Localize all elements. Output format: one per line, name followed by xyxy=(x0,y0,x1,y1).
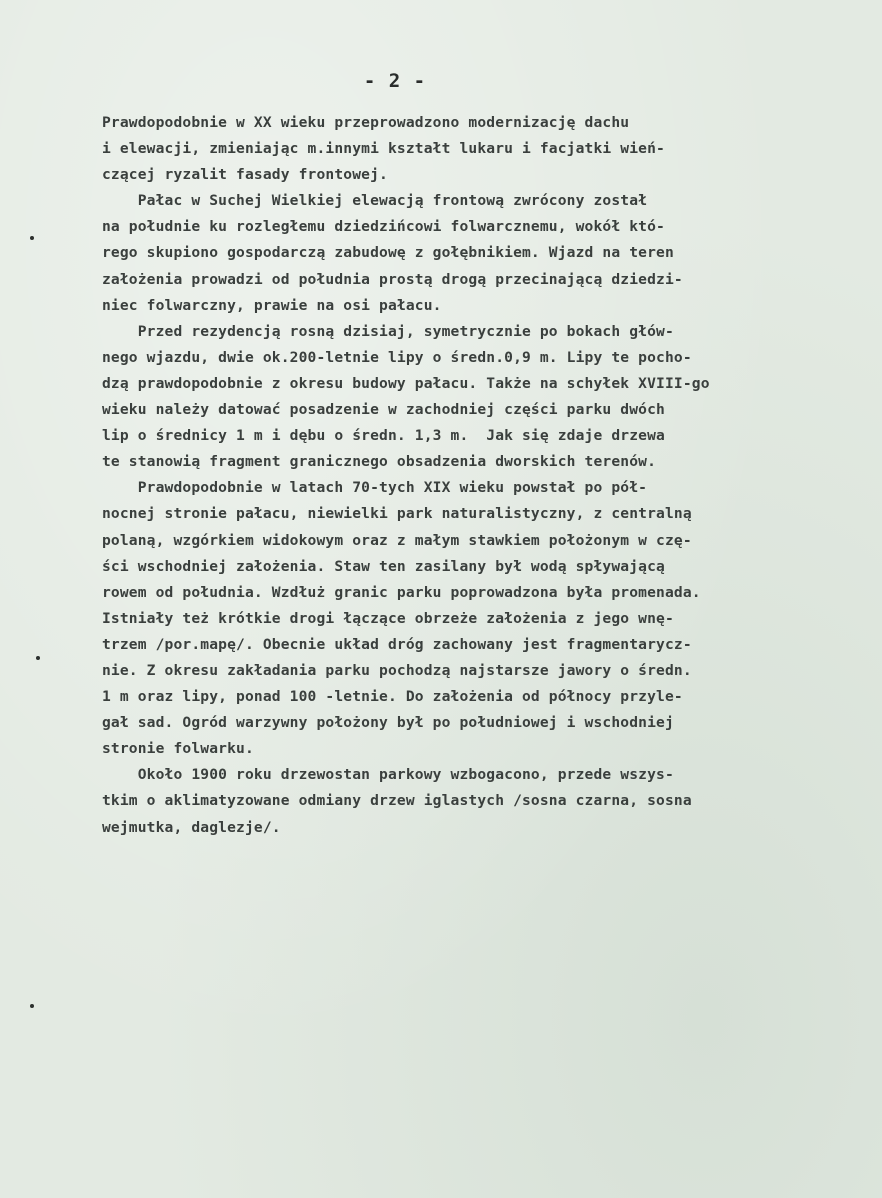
text-line: Około 1900 roku drzewostan parkowy wzbogacono, przede wszys- xyxy=(102,766,674,784)
text-line: na południe ku rozległemu dziedzińcowi folwarcznemu, wokół któ- xyxy=(102,218,665,236)
text-line: nie. Z okresu zakładania parku pochodzą najstarsze jawory o średn. xyxy=(102,661,692,679)
text-line: Prawdopodobnie w XX wieku przeprowadzono modernizację dachu xyxy=(102,114,630,131)
text-line: 1 m oraz lipy, ponad 100 -letnie. Do założenia od północy przyle- xyxy=(102,688,683,706)
text-line: Prawdopodobnie w latach 70-tych XIX wieku powstał po pół- xyxy=(102,479,648,497)
text-line: Istniały też krótkie drogi łączące obrzeże założenia z jego wnę- xyxy=(102,609,674,627)
paragraph-2 xyxy=(102,188,832,318)
text-line: trzem /por.mapę/. Obecnie układ dróg zachowany jest fragmentarycz- xyxy=(102,635,692,653)
text-line: polaną, wzgórkiem widokowym oraz z małym stawkiem położonym w czę- xyxy=(102,531,692,549)
text-line: rowem od południa. Wzdłuż granic parku poprowadzona była promenada. xyxy=(102,583,701,601)
paragraph-5 xyxy=(102,762,832,840)
punch-mark xyxy=(36,656,40,660)
text-line: nego wjazdu, dwie ok.200-letnie lipy o średn.0,9 m. Lipy te pocho- xyxy=(102,348,692,366)
text-line: gał sad. Ogród warzywny położony był po południowej i wschodniej xyxy=(102,714,674,732)
text-line: Przed rezydencją rosną dzisiaj, symetrycznie po bokach głów- xyxy=(102,322,674,340)
text-line: wejmutka, daglezje/. xyxy=(102,818,281,836)
text-line: lip o średnicy 1 m i dębu o średn. 1,3 m. Jak się zdaje drzewa xyxy=(102,427,665,445)
text-line: wieku należy datować posadzenie w zachodniej części parku dwóch xyxy=(102,401,665,419)
text-line: ści wschodniej założenia. Staw ten zasilany był wodą spływającą xyxy=(102,557,665,575)
text-line: Pałac w Suchej Wielkiej elewacją frontową zwrócony został xyxy=(102,192,648,210)
text-line: nocnej stronie pałacu, niewielki park naturalistyczny, z centralną xyxy=(102,505,692,523)
text-line: rego skupiono gospodarczą zabudowę z gołębnikiem. Wjazd na teren xyxy=(102,244,674,262)
text-line: dzą prawdopodobnie z okresu budowy pałacu. Także na schyłek XVIII-go xyxy=(102,374,710,392)
text-line: założenia prowadzi od południa prostą drogą przecinającą dziedzi- xyxy=(102,270,683,288)
text-line: stronie folwarku. xyxy=(102,740,254,758)
text-line: te stanowią fragment granicznego obsadzenia dworskich terenów. xyxy=(102,453,657,471)
paragraph-4 xyxy=(102,475,832,762)
paragraph-3 xyxy=(102,319,832,476)
paragraph-1 xyxy=(102,110,832,188)
text-line: tkim o aklimatyzowane odmiany drzew iglastych /sosna czarna, sosna xyxy=(102,792,692,810)
text-line: i elewacji, zmieniając m.innymi kształt lukaru i facjatki wień- xyxy=(102,140,665,158)
document-body xyxy=(102,110,832,841)
punch-mark xyxy=(30,1004,34,1008)
page-number: - 2 - xyxy=(363,70,427,92)
text-line: czącej ryzalit fasady frontowej. xyxy=(102,166,388,184)
punch-mark xyxy=(30,236,34,240)
text-line: niec folwarczny, prawie na osi pałacu. xyxy=(102,296,442,314)
